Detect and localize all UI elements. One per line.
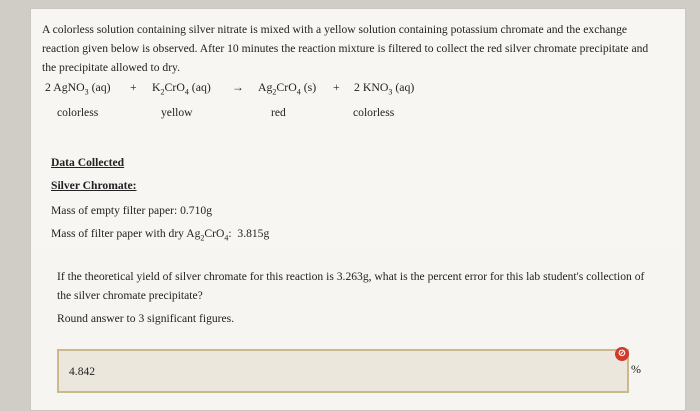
reactant-1: 2 AgNO$_3$ (aq) [45,80,111,97]
question-text: If the theoretical yield of silver chromate for this reaction is 3.263g, what is the percent error for this lab student's collection of the silver chromate precipitate? [57,270,645,302]
product-2: 2 $KNO_3$ (aq) [354,80,415,97]
product-1: $Ag_2CrO_4$ (s) [258,80,317,97]
round-instruction: Round answer to 3 significant figures. [57,312,235,325]
plus-sign: + [130,80,137,94]
answer-value: 4.842 [69,365,96,378]
color-label-1: colorless [57,106,99,119]
error-icon: ⊘ [615,347,629,361]
data-collected-heading: Data Collected [51,156,125,169]
percent-unit: % [631,362,641,376]
silver-chromate-heading: Silver Chromate: [51,179,137,192]
color-label-4: colorless [353,106,395,119]
color-label-2: yellow [161,106,193,119]
plus-sign-2: + [333,80,340,94]
empty-filter-mass: Mass of empty filter paper: 0.710g [51,204,212,217]
reaction-arrow: → [232,80,244,94]
reactant-2: $K_2CrO_4$ (aq) [152,80,211,97]
intro-text: A colorless solution containing silver nitrate is mixed with a yellow solution containing potassium chromate and the exchange reaction given below is observed. After 10 minutes the reaction mixture is filtered to collect the red silver chromate precipitate and the precipitate allowed to dry. [42,23,649,74]
answer-input[interactable] [57,349,629,393]
color-label-3: red [271,106,286,119]
filter-with-product-mass: Mass of filter paper with dry $Ag_2CrO_4$: 3.815g [51,227,270,243]
